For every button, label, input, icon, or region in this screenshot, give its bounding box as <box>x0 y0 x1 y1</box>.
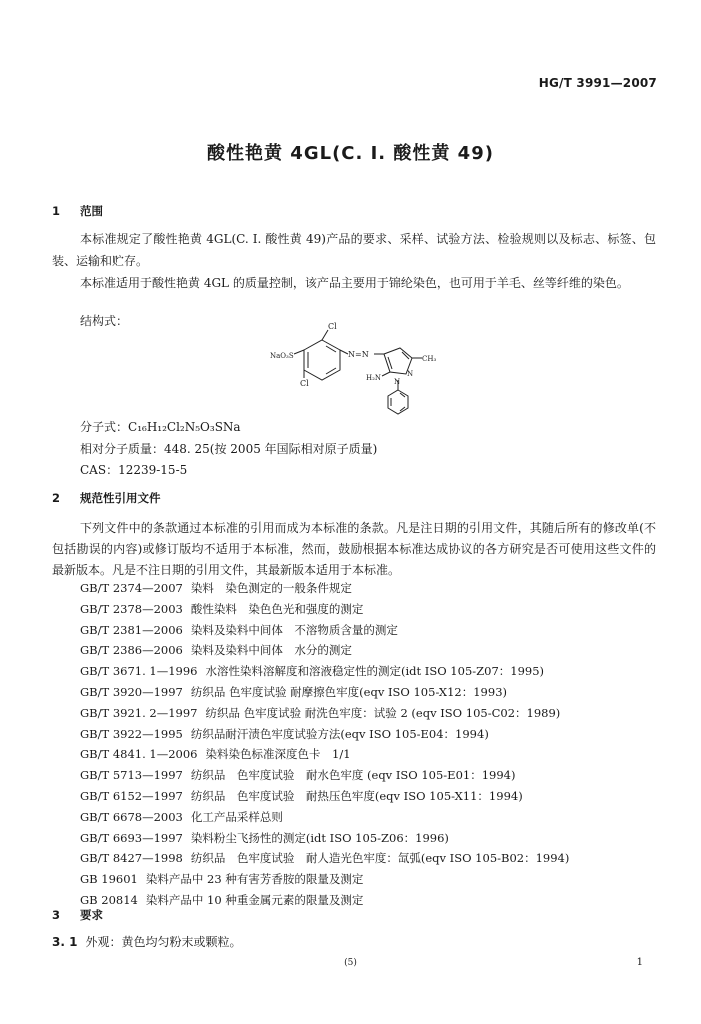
reference-code: GB/T 8427—1998 <box>80 851 183 866</box>
formula-label: 分子式： <box>80 420 129 434</box>
reference-item <box>80 746 351 762</box>
reference-code: GB/T 3922—1995 <box>80 726 183 741</box>
bond-cl-top <box>322 330 328 340</box>
atom-label-cl-bottom: Cl <box>300 379 309 388</box>
reference-item <box>80 622 398 638</box>
reference-title: 染料产品中 10 种重金属元素的限量及测定 <box>145 893 364 907</box>
reference-title: 染料及染料中间体 水分的测定 <box>190 643 352 658</box>
reference-title: 纺织品 色牢度试验 耐热压色牢度(eqv ISO 105-X11：1994) <box>190 789 523 803</box>
reference-code: GB/T 5713—1997 <box>80 768 183 783</box>
clause-number: 3. 1 <box>52 935 78 949</box>
reference-item <box>80 830 449 846</box>
reference-code: GB/T 6693—1997 <box>80 830 183 845</box>
reference-code: GB/T 4841. 1—2006 <box>80 747 198 762</box>
scope-paragraph-2: 本标准适用于酸性艳黄 4GL 的质量控制，该产品主要用于锦纶染色，也可用于羊毛、丝等纤维的染色。 <box>80 276 629 290</box>
reference-code: GB/T 3671. 1—1996 <box>80 664 198 679</box>
standard-number: HG/T 3991—2007 <box>538 76 657 90</box>
reference-item <box>80 663 544 679</box>
reference-title: 染料染色标准深度色卡 1/1 <box>205 747 351 762</box>
reference-title: 染料产品中 23 种有害芳香胺的限量及测定 <box>145 872 364 887</box>
reference-title: 纺织品 色牢度试验 耐摩擦色牢度(eqv ISO 105-X12：1993) <box>190 685 507 699</box>
reference-code: GB/T 2374—2007 <box>80 581 183 595</box>
reference-code: GB/T 2386—2006 <box>80 643 183 658</box>
section-1-heading <box>52 203 103 219</box>
reference-code: GB/T 2381—2006 <box>80 622 183 637</box>
reference-title: 纺织品耐汗渍色牢度试验方法(eqv ISO 105-E04：1994) <box>190 726 489 741</box>
atom-label-h2n: H₂N <box>366 374 382 382</box>
reference-code: GB/T 3920—1997 <box>80 685 183 699</box>
reference-code: GB/T 3921. 2—1997 <box>80 705 198 720</box>
clause-text: 外观：黄色均匀粉末或颗粒。 <box>85 935 242 949</box>
reference-item <box>80 767 515 783</box>
reference-item <box>80 871 363 887</box>
page-title: 酸性艳黄 4GL(C. I. 酸性黄 49) <box>207 143 494 164</box>
atom-label-n: N <box>407 370 414 378</box>
reference-item <box>80 580 352 596</box>
reference-title: 水溶性染料溶解度和溶液稳定性的测定(idt ISO 105-Z07：1995) <box>205 664 545 679</box>
section-title: 要求 <box>80 908 103 922</box>
reference-item <box>80 850 569 866</box>
reference-title: 纺织品 色牢度试验 耐水色牢度 (eqv ISO 105-E01：1994) <box>190 768 516 783</box>
bond-azo-left <box>340 350 348 354</box>
cas-number: CAS：12239-15-5 <box>80 463 188 477</box>
section-2-heading <box>52 490 161 506</box>
structural-formula <box>262 318 462 418</box>
reference-item <box>80 684 507 700</box>
reference-title: 化工产品采样总则 <box>190 809 283 824</box>
reference-code: GB 19601 <box>80 872 138 887</box>
section-number: 2 <box>52 491 61 505</box>
section-3-heading <box>52 907 103 923</box>
reference-item <box>80 705 560 721</box>
reference-title: 染料 染色测定的一般条件规定 <box>190 581 352 595</box>
atom-label-n: N <box>394 378 401 386</box>
reference-item <box>80 892 363 908</box>
page-number-right: 1 <box>636 957 643 968</box>
reference-item <box>80 788 523 804</box>
scope-paragraph-1: 本标准规定了酸性艳黄 4GL(C. I. 酸性黄 49)产品的要求、采样、试验方法、检验规则以及标志、标签、包装、运输和贮存。 <box>52 232 656 268</box>
atom-label-naso3s: NaO₃S <box>270 352 294 360</box>
reference-title: 纺织品 色牢度试验 耐人造光色牢度：氙弧(eqv ISO 105-B02：1994) <box>190 851 570 866</box>
reference-title: 染料粉尘飞扬性的测定(idt ISO 105-Z06：1996) <box>190 830 449 845</box>
reference-item <box>80 726 489 742</box>
reference-title: 纺织品 色牢度试验 耐洗色牢度：试验 2 (eqv ISO 105-C02：1989) <box>205 705 561 720</box>
formula-value: C₁₆H₁₂Cl₂N₅O₃SNa <box>128 420 241 434</box>
molecular-mass: 相对分子质量：448. 25(按 2005 年国际相对原子质量) <box>80 442 378 456</box>
bond-nh2 <box>382 372 390 376</box>
clause-3-1 <box>52 933 241 951</box>
reference-item <box>80 809 283 825</box>
section-number: 3 <box>52 908 61 922</box>
bond-so3 <box>294 350 304 354</box>
section-number: 1 <box>52 204 61 218</box>
reference-title: 酸性染料 染色色光和强度的测定 <box>190 601 364 616</box>
normative-intro: 下列文件中的条款通过本标准的引用而成为本标准的条款。凡是注日期的引用文件，其随后所有的修改单(不包括勘误的内容)或修订版均不适用于本标准，然而，鼓励根据本标准达成协议的各方研究是否可使用这些文件的最新版本。凡是不注日期的引用文件，其最新版本适用于本标准。 <box>52 521 656 577</box>
structure-label: 结构式： <box>80 314 129 328</box>
reference-item <box>80 601 363 617</box>
atom-label-cl-top: Cl <box>328 322 337 331</box>
reference-code: GB 20814 <box>80 893 138 907</box>
section-title: 规范性引用文件 <box>80 491 161 505</box>
atom-label-azo: N=N <box>348 350 369 359</box>
reference-code: GB/T 6678—2003 <box>80 809 183 824</box>
reference-title: 染料及染料中间体 不溶物质含量的测定 <box>190 622 398 637</box>
benzene-ring <box>304 340 340 380</box>
atom-label-ch3: CH₃ <box>422 355 437 363</box>
page-number-center: (5) <box>344 958 357 968</box>
section-title: 范围 <box>80 204 103 218</box>
reference-item <box>80 642 352 658</box>
reference-code: GB/T 6152—1997 <box>80 789 183 803</box>
molecular-formula <box>80 418 241 436</box>
reference-code: GB/T 2378—2003 <box>80 601 183 616</box>
